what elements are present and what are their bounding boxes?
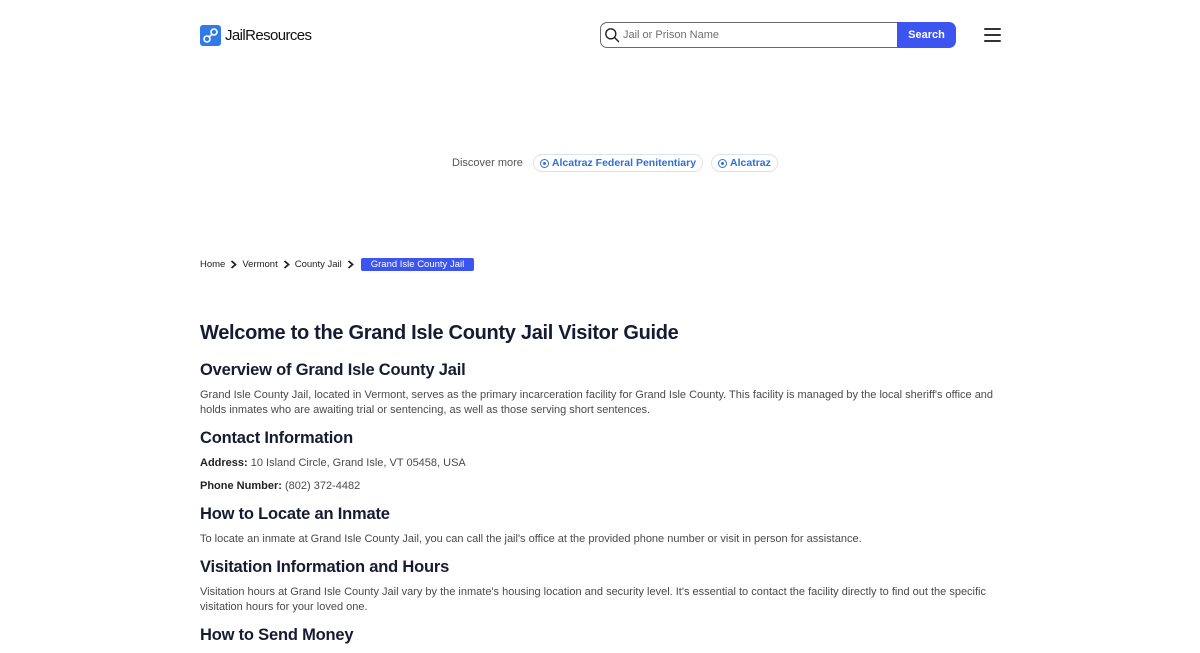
logo-text: JailResources: [225, 27, 312, 44]
page-title: Welcome to the Grand Isle County Jail Visitor Guide: [200, 322, 679, 344]
address-value: 10 Island Circle, Grand Isle, VT 05458, USA: [250, 457, 466, 469]
phone-label: Phone Number:: [200, 480, 282, 492]
breadcrumb-home[interactable]: Home: [200, 259, 226, 270]
section-heading: How to Send Money: [200, 626, 354, 644]
section-text: To locate an inmate at Grand Isle County Jail, you can call the jail's office at the provided phone number or visit in person for assistance.: [200, 533, 862, 545]
search-button[interactable]: Search: [897, 22, 956, 48]
site-header: [0, 0, 1200, 70]
breadcrumb-current: Grand Isle County Jail: [361, 258, 474, 271]
chip-label: Alcatraz Federal Penitentiary: [551, 157, 697, 169]
section-heading: Visitation Information and Hours: [200, 558, 450, 576]
phone-field: [200, 479, 1010, 494]
section-locate-inmate: [200, 502, 1010, 547]
discover-chip-alcatraz-federal-penitentiary[interactable]: [533, 154, 703, 172]
main-content: [200, 318, 1010, 653]
search-icon: [604, 27, 620, 43]
address-field: [200, 456, 1010, 471]
logo-link[interactable]: [200, 25, 311, 46]
hamburger-icon[interactable]: [984, 28, 1001, 42]
section-visitation: [200, 555, 1010, 615]
address-label: Address:: [200, 457, 248, 469]
section-text: Visitation hours at Grand Isle County Jail vary by the inmate's housing location and security level. It's essential to contact the facility directly to find out the specific visitation hours for your loved one.: [200, 586, 987, 613]
target-icon: [718, 159, 727, 168]
section-send-money: [200, 623, 1010, 647]
breadcrumb-county-jail[interactable]: County Jail: [294, 259, 342, 270]
discover-chip-alcatraz[interactable]: [711, 154, 778, 172]
menu-line: [984, 40, 1001, 42]
menu-line: [984, 34, 1001, 36]
phone-value: (802) 372-4482: [284, 480, 361, 492]
target-icon: [540, 159, 549, 168]
breadcrumb-vermont[interactable]: Vermont: [242, 259, 278, 270]
section-heading: Overview of Grand Isle County Jail: [200, 361, 466, 379]
section-overview: [200, 358, 1010, 418]
section-heading: Contact Information: [200, 429, 353, 447]
chevron-right-icon: [230, 260, 237, 269]
section-heading: How to Locate an Inmate: [200, 505, 390, 523]
logo-icon: [200, 25, 221, 46]
chevron-right-icon: [283, 260, 290, 269]
section-text: Grand Isle County Jail, located in Vermont, serves as the primary incarceration facility for Grand Isle County. This facility is managed by the local sheriff's office and holds inmates who are awaiting trial or sentencing, as well as those serving short sentences.: [200, 389, 994, 416]
discover-label: Discover more: [452, 157, 523, 169]
search-box: [600, 22, 897, 48]
discover-more: [452, 154, 778, 172]
breadcrumb: [200, 258, 474, 271]
chevron-right-icon: [347, 260, 354, 269]
section-contact: [200, 426, 1010, 494]
chip-label: Alcatraz: [730, 157, 771, 169]
search-form: [600, 22, 956, 48]
menu-line: [984, 28, 1001, 30]
search-input[interactable]: [623, 29, 897, 41]
